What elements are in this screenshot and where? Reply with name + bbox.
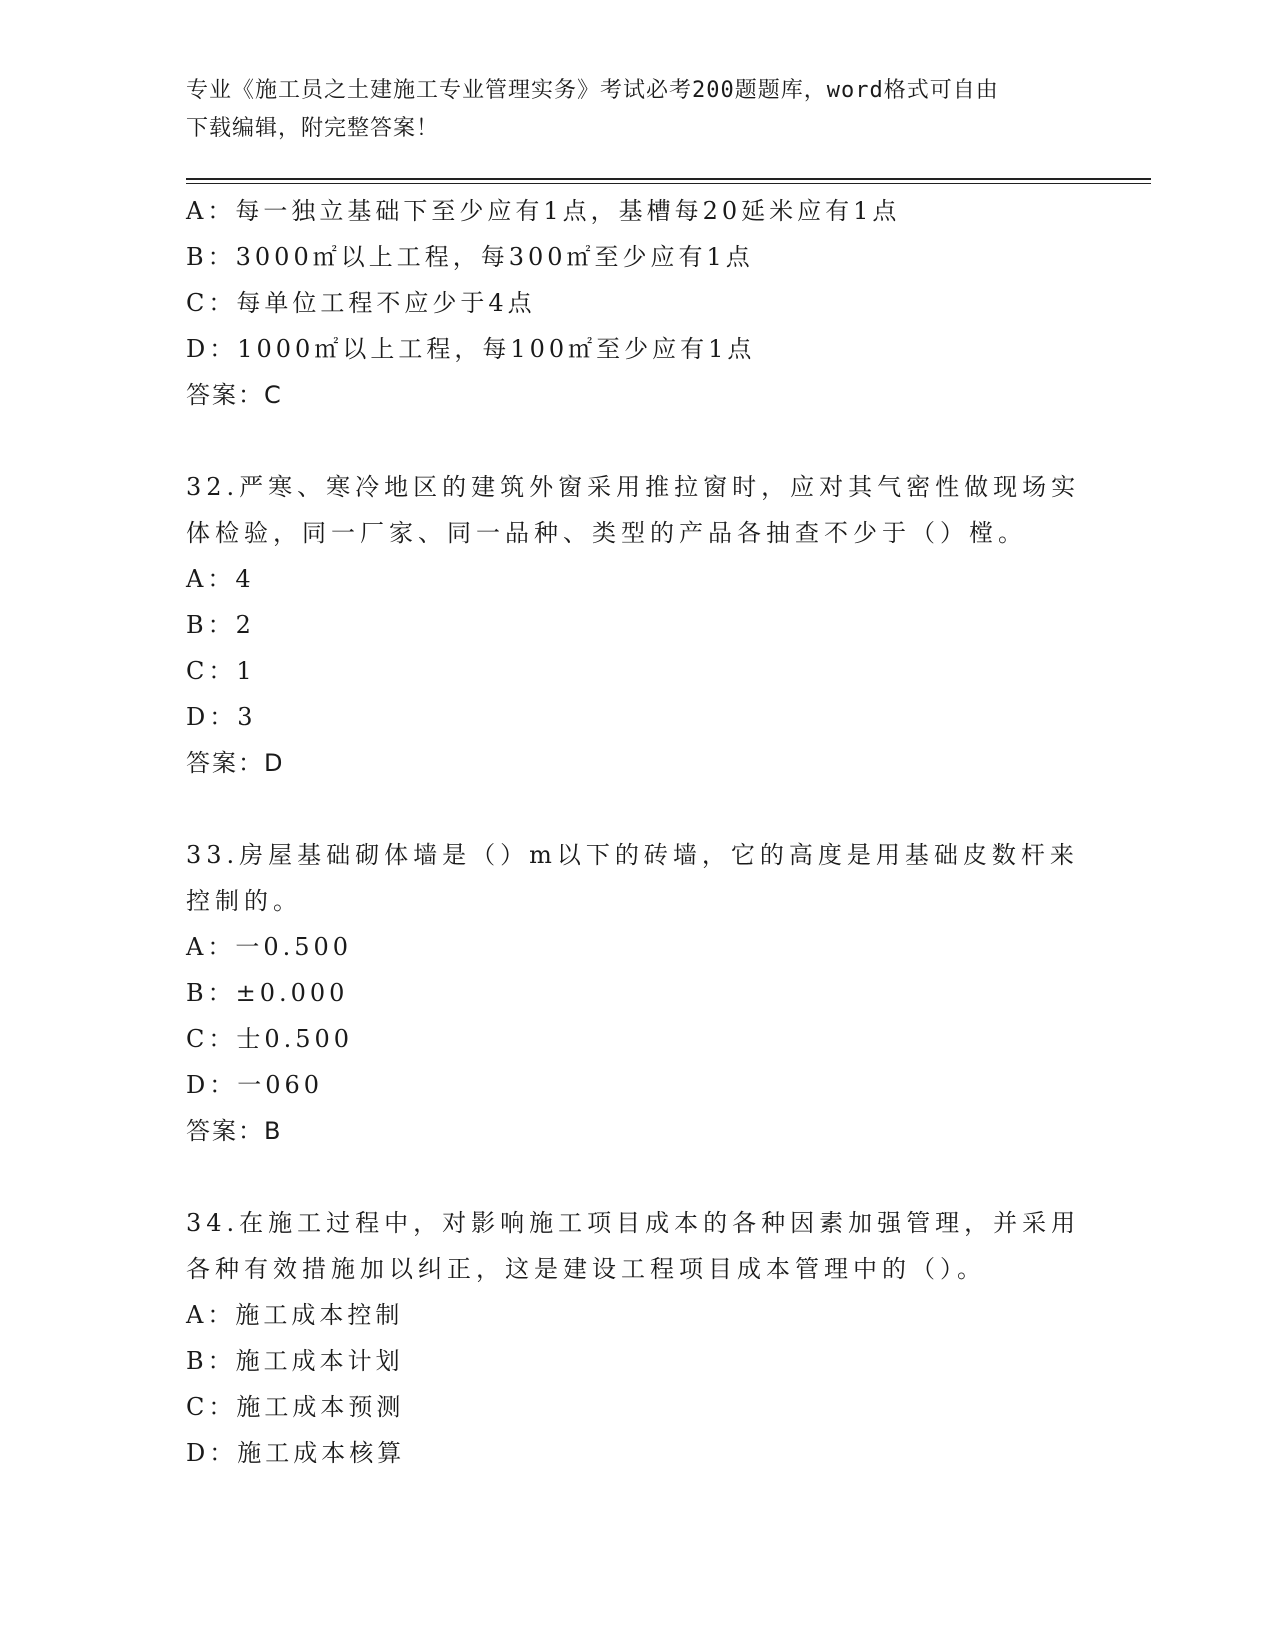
question-block-31 bbox=[186, 188, 1086, 418]
question-text-line-2: 各种有效措施加以纠正，这是建设工程项目成本管理中的（）。 bbox=[186, 1255, 986, 1283]
option-a: A：施工成本控制 bbox=[186, 1301, 404, 1329]
header-divider-thick bbox=[186, 178, 1151, 180]
answer-line: 答案：B bbox=[186, 1117, 283, 1145]
answer-line: 答案：D bbox=[186, 749, 285, 777]
document-header bbox=[186, 72, 1066, 148]
option-d: D：一060 bbox=[186, 1071, 324, 1099]
header-line-1: 专业《施工员之土建施工专业管理实务》考试必考200题题库，word格式可自由 bbox=[186, 78, 999, 103]
option-c: C：施工成本预测 bbox=[186, 1393, 405, 1421]
option-b: B：3000㎡以上工程，每300㎡至少应有1点 bbox=[186, 243, 754, 271]
question-block-34 bbox=[186, 1200, 1086, 1476]
spacer bbox=[186, 418, 1086, 464]
question-text-line-1: 33.房屋基础砌体墙是（）m以下的砖墙，它的高度是用基础皮数杆来 bbox=[186, 841, 1079, 869]
option-a: A：4 bbox=[186, 565, 255, 593]
option-c: C：1 bbox=[186, 657, 256, 685]
option-a: A：每一独立基础下至少应有1点，基槽每20延米应有1点 bbox=[186, 197, 901, 225]
spacer bbox=[186, 786, 1086, 832]
option-b: B：2 bbox=[186, 611, 255, 639]
header-divider-thin bbox=[186, 183, 1151, 184]
question-list bbox=[186, 188, 1086, 1476]
question-text-line-1: 32.严寒、寒冷地区的建筑外窗采用推拉窗时，应对其气密性做现场实 bbox=[186, 473, 1081, 501]
option-d: D：1000㎡以上工程，每100㎡至少应有1点 bbox=[186, 335, 756, 363]
question-text-line-1: 34.在施工过程中，对影响施工项目成本的各种因素加强管理，并采用 bbox=[186, 1209, 1081, 1237]
option-b: B：施工成本计划 bbox=[186, 1347, 404, 1375]
option-c: C：士0.500 bbox=[186, 1025, 354, 1053]
question-text-line-2: 控制的。 bbox=[186, 887, 302, 915]
question-block-32 bbox=[186, 464, 1086, 786]
question-text-line-2: 体检验，同一厂家、同一品种、类型的产品各抽查不少于（）樘。 bbox=[186, 519, 1027, 547]
option-b: B：±0.000 bbox=[186, 979, 349, 1007]
option-d: D：施工成本核算 bbox=[186, 1439, 406, 1467]
spacer bbox=[186, 1154, 1086, 1200]
option-d: D：3 bbox=[186, 703, 257, 731]
question-block-33 bbox=[186, 832, 1086, 1154]
option-c: C：每单位工程不应少于4点 bbox=[186, 289, 536, 317]
answer-line: 答案：C bbox=[186, 381, 283, 409]
header-line-2: 下载编辑，附完整答案！ bbox=[186, 116, 440, 141]
option-a: A：一0.500 bbox=[186, 933, 353, 961]
